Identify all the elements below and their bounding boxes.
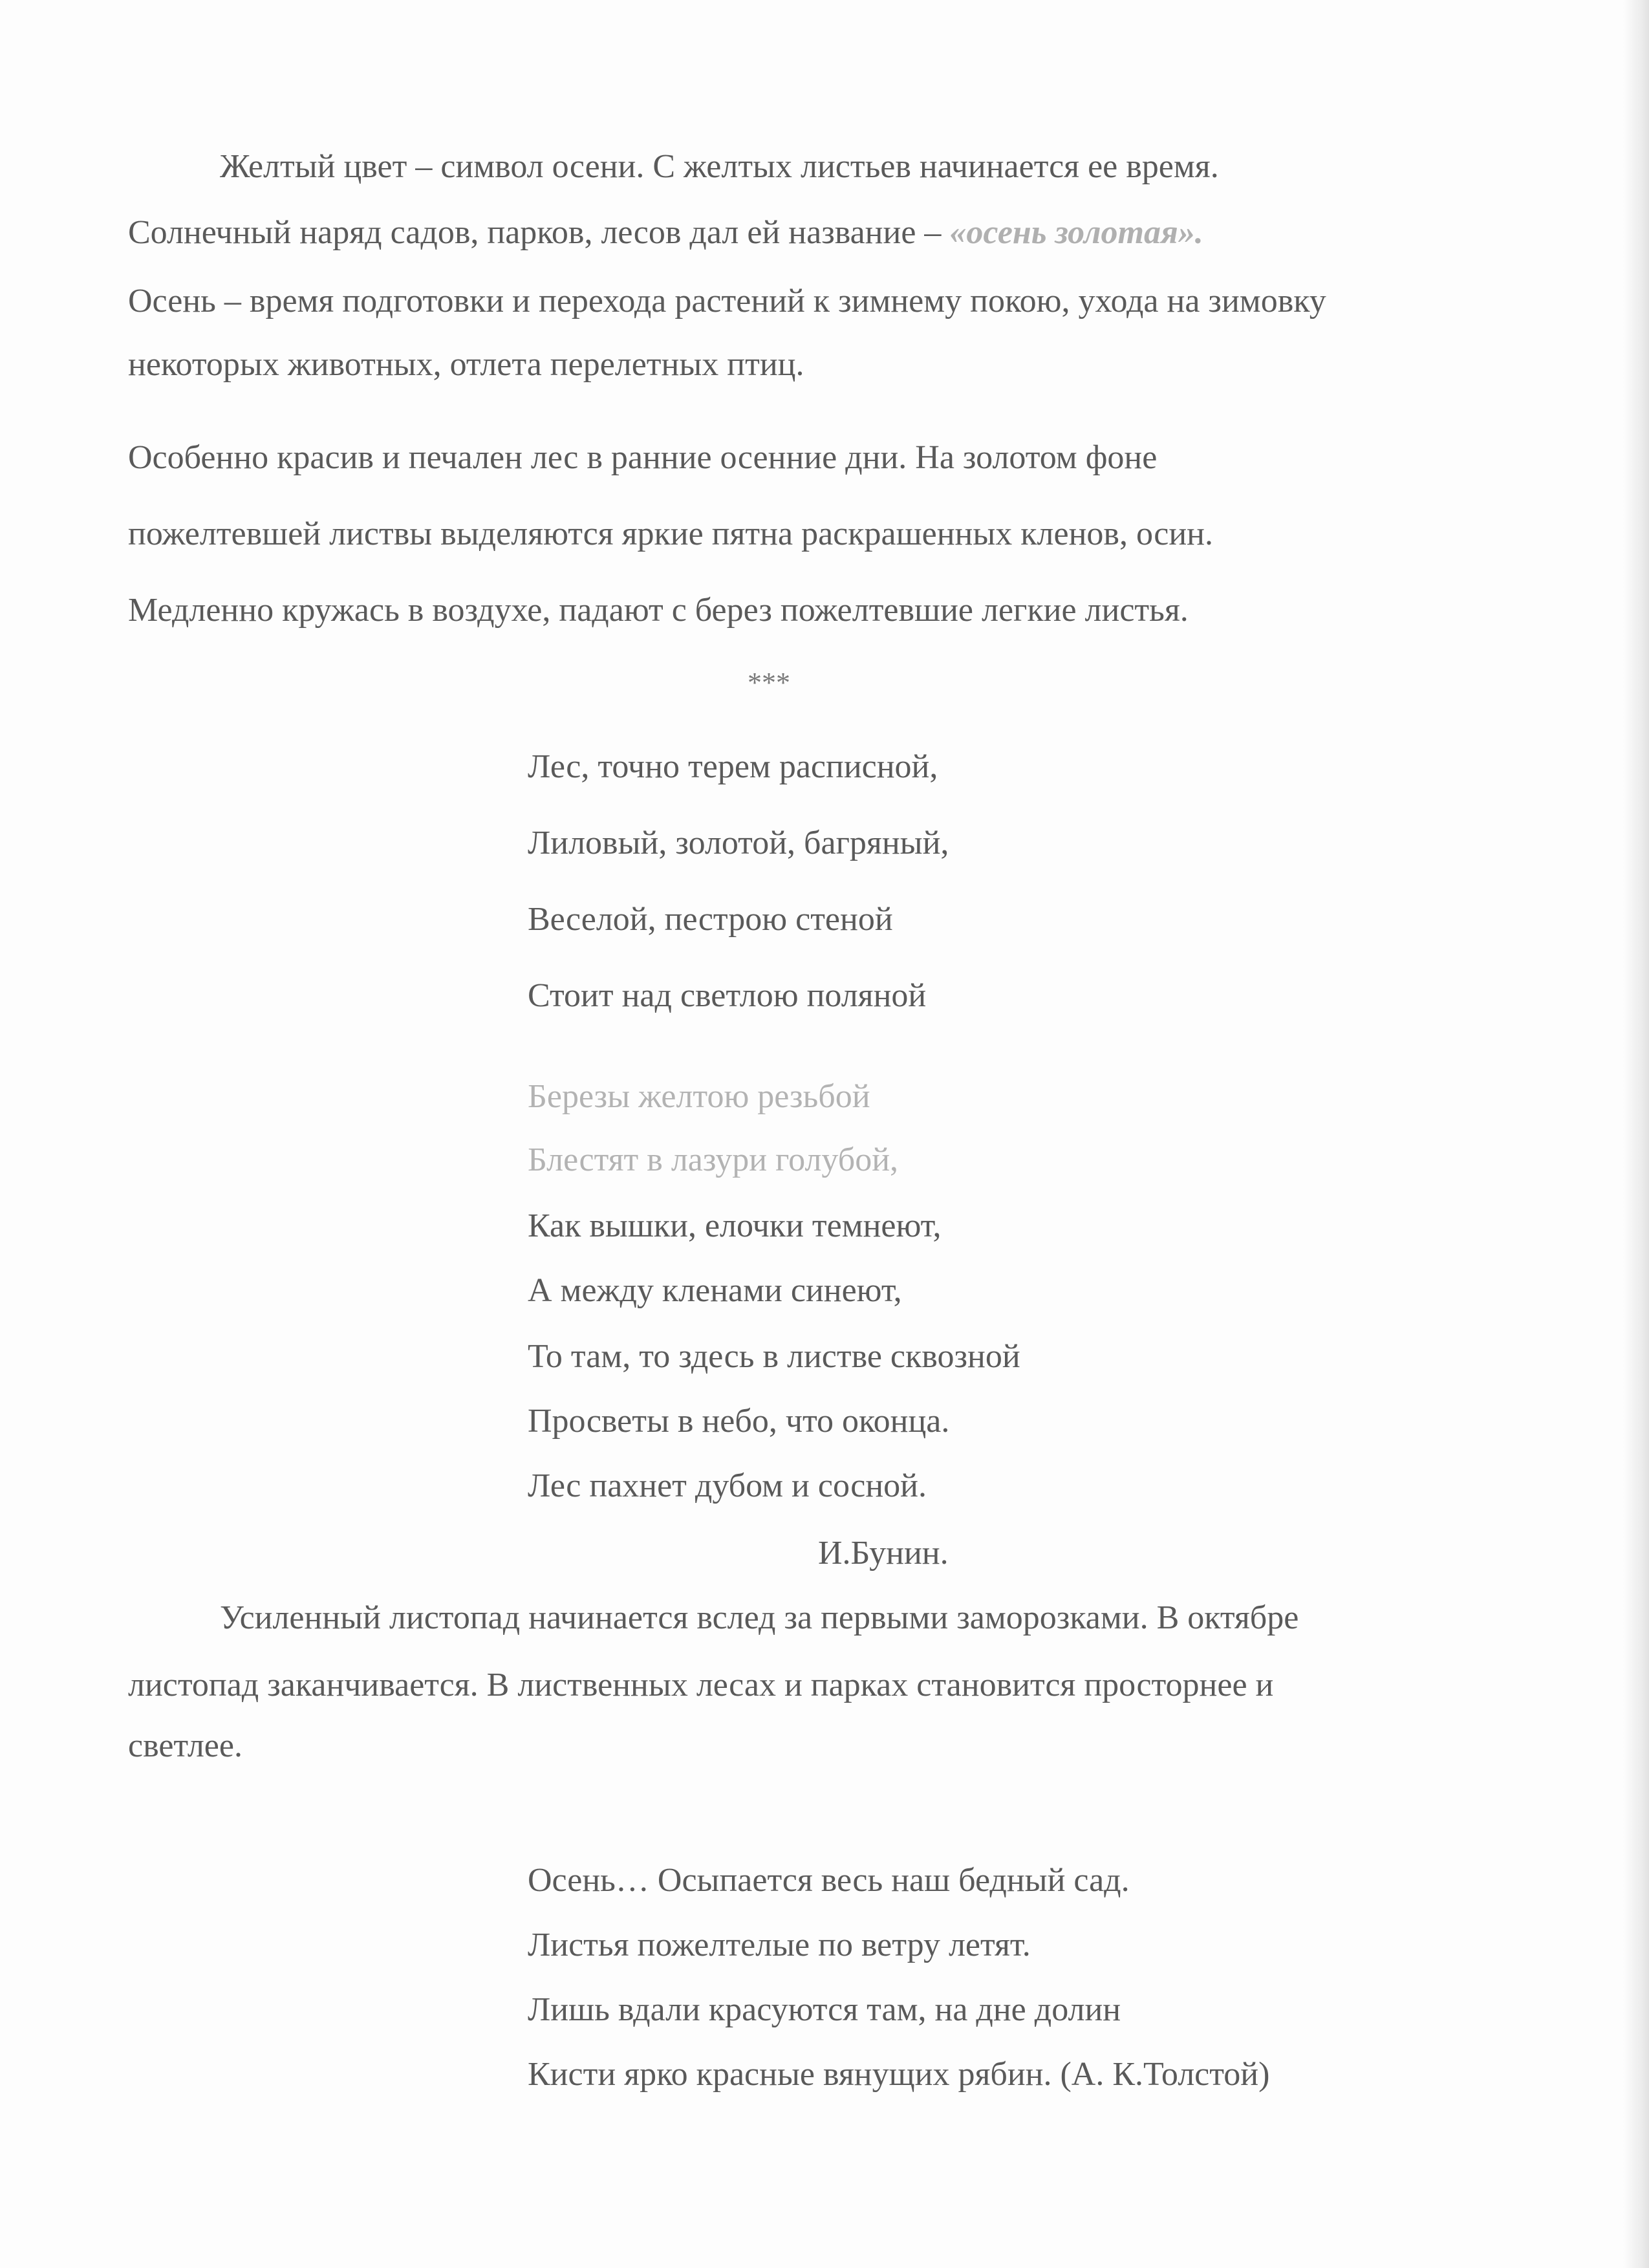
poem1-author: И.Бунин.: [818, 1535, 949, 1571]
poem2-line: Лишь вдали красуются там, на дне долин: [528, 1991, 1121, 2028]
poem1-line: Березы желтою резьбой: [528, 1078, 870, 1115]
paragraph3-line3: светлее.: [128, 1727, 242, 1764]
paragraph2-line3: Медленно кружась в воздухе, падают с берез пожелтевшие легкие листья.: [128, 592, 1189, 629]
section-separator: ***: [748, 667, 790, 698]
paragraph1-line4: некоторых животных, отлета перелетных птиц.: [128, 346, 804, 383]
page-edge-shadow: [1623, 0, 1649, 2268]
poem2-line: Листья пожелтелые по ветру летят.: [528, 1927, 1031, 1963]
paragraph2-line2: пожелтевшей листвы выделяются яркие пятна раскрашенных кленов, осин.: [128, 515, 1213, 552]
poem1-line: А между кленами синеют,: [528, 1272, 902, 1309]
poem1-line: Лес, точно терем расписной,: [528, 748, 938, 785]
poem1-line: Веселой, пестрою стеной: [528, 901, 893, 938]
paragraph1-line3: Осень – время подготовки и перехода растений к зимнему покою, ухода на зимовку: [128, 283, 1326, 319]
poem1-line: Блестят в лазури голубой,: [528, 1141, 899, 1178]
poem1-line: Лиловый, золотой, багряный,: [528, 825, 949, 861]
poem2-line: Кисти ярко красные вянущих рябин. (А. К.Толстой): [528, 2056, 1270, 2093]
poem2-line: Осень… Осыпается весь наш бедный сад.: [528, 1862, 1130, 1899]
paragraph2-line1: Особенно красив и печален лес в ранние осенние дни. На золотом фоне: [128, 439, 1158, 476]
paragraph3-line1: Усиленный листопад начинается вслед за первыми заморозками. В октябре: [220, 1599, 1299, 1636]
poem1-line: Стоит над светлою поляной: [528, 977, 927, 1014]
poem1-line: То там, то здесь в листве сквозной: [528, 1338, 1020, 1375]
paragraph1-line1: Желтый цвет – символ осени. С желтых листьев начинается ее время.: [220, 148, 1219, 185]
poem1-line: Как вышки, елочки темнеют,: [528, 1207, 942, 1244]
poem1-line: Лес пахнет дубом и сосной.: [528, 1467, 927, 1504]
paragraph1-line2-text: Солнечный наряд садов, парков, лесов дал ей название –: [128, 214, 950, 251]
paragraph3-line2: листопад заканчивается. В лиственных лесах и парках становится просторнее и: [128, 1667, 1274, 1703]
paragraph1-line2: [128, 213, 1203, 252]
golden-autumn-phrase: «осень золотая».: [949, 214, 1203, 251]
poem1-line: Просветы в небо, что оконца.: [528, 1403, 950, 1440]
